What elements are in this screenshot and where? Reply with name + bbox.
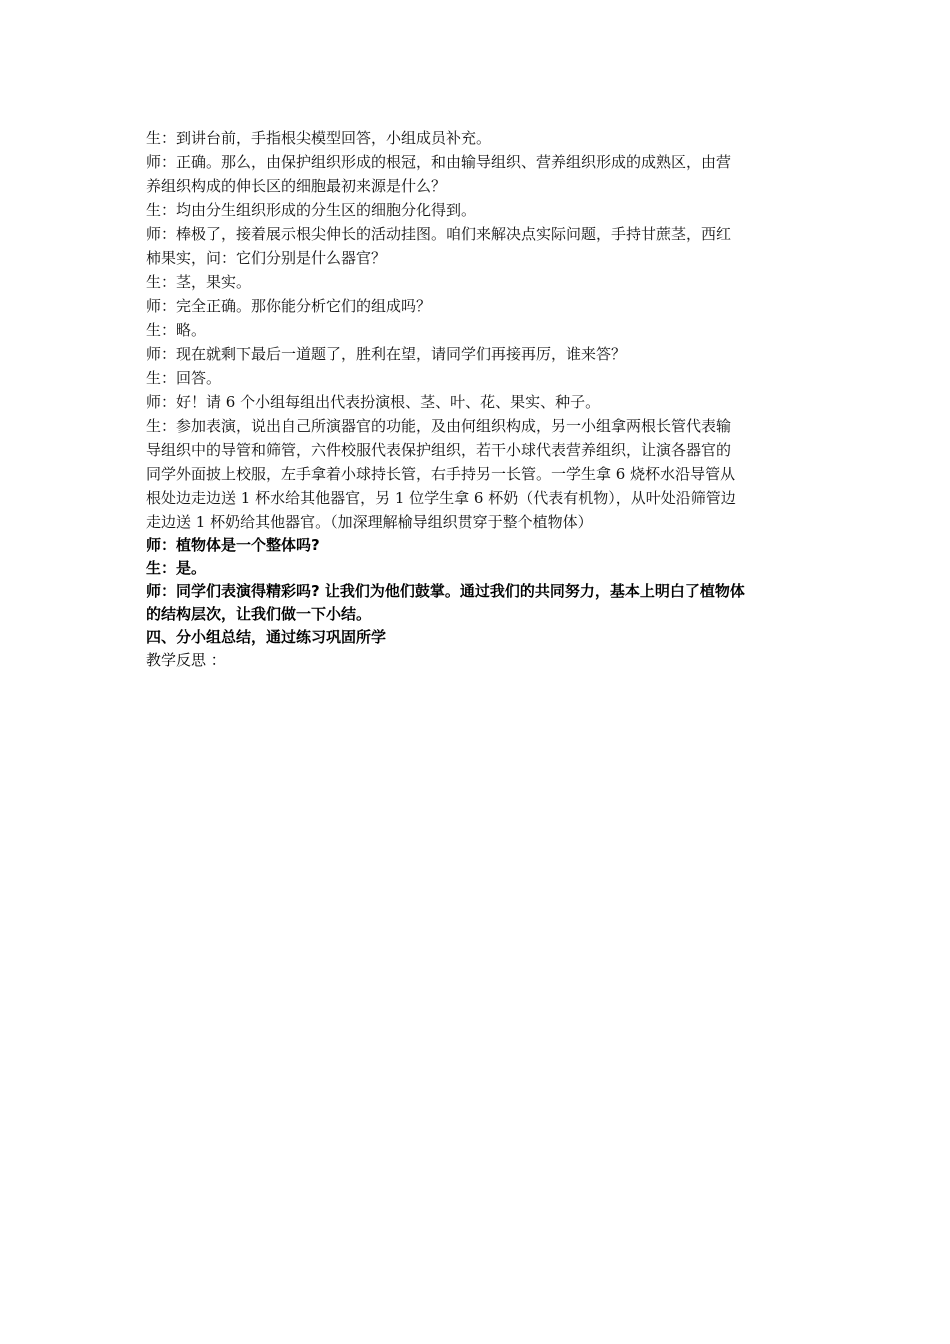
teaching-reflection-label: 教学反思 ：	[146, 651, 226, 669]
section-heading: 四、分小组总结，通过练习巩固所学	[146, 628, 387, 646]
paragraph-line: 导组织中的导管和筛管，六件校服代表保护组织，若干小球代表营养组织，让演各器官的	[146, 441, 732, 459]
paragraph-line: 师：棒极了，接着展示根尖伸长的活动挂图。咱们来解决点实际问题，手持甘蔗茎，西红	[146, 225, 732, 243]
dialogue-line: 生：略。	[146, 321, 207, 339]
paragraph-line: 师：同学们表演得精彩吗? 让我们为他们鼓掌。通过我们的共同努力，基本上明白了植物体	[146, 582, 745, 600]
dialogue-paragraph	[146, 580, 812, 626]
dialogue-paragraph	[146, 414, 812, 534]
dialogue-line: 师：好！请 6 个小组每组出代表扮演根、茎、叶、花、果实、种子。	[146, 393, 601, 411]
paragraph-line: 师：正确。那么，由保护组织形成的根冠，和由输导组织、营养组织形成的成熟区，由营	[146, 153, 732, 171]
dialogue-paragraph	[146, 222, 812, 270]
paragraph-line: 的结构层次，让我们做一下小结。	[146, 605, 372, 623]
dialogue-line: 生：到讲台前，手指根尖模型回答，小组成员补充。	[146, 129, 492, 147]
dialogue-line: 生：茎，果实。	[146, 273, 252, 291]
paragraph-line: 根处边走边送 1 杯水给其他器官，另 1 位学生拿 6 杯奶（代表有机物），从叶处沿筛管边	[146, 489, 736, 507]
dialogue-paragraph	[146, 150, 812, 198]
paragraph-line: 同学外面披上校服，左手拿着小球持长管，右手持另一长管。一学生拿 6 烧杯水沿导管从	[146, 465, 736, 483]
document-body	[146, 126, 812, 672]
dialogue-line: 生：均由分生组织形成的分生区的细胞分化得到。	[146, 201, 477, 219]
dialogue-line: 生：是。	[146, 559, 207, 577]
paragraph-line: 走边送 1 杯奶给其他器官。（加深理解榆导组织贯穿于整个植物体）	[146, 513, 593, 531]
paragraph-line: 柿果实，问：它们分别是什么器官？	[146, 249, 387, 267]
dialogue-line: 生：回答。	[146, 369, 222, 387]
paragraph-line: 生：参加表演，说出自己所演器官的功能，及由何组织构成，另一小组拿两根长管代表输	[146, 417, 732, 435]
paragraph-line: 养组织构成的伸长区的细胞最初来源是什么？	[146, 177, 447, 195]
dialogue-line: 师：现在就剩下最后一道题了，胜利在望，请同学们再接再厉，谁来答？	[146, 345, 627, 363]
dialogue-line: 师：完全正确。那你能分析它们的组成吗？	[146, 297, 432, 315]
dialogue-line: 师：植物体是一个整体吗?	[146, 536, 320, 554]
